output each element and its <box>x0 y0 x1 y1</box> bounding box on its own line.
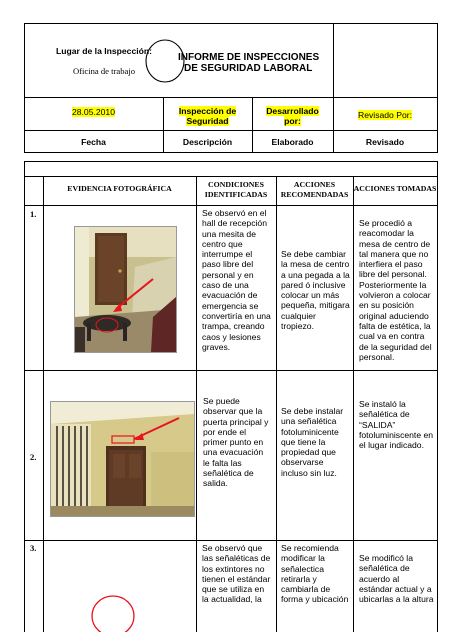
header-acciones-tomadas: ACCIONES TOMADAS <box>353 184 437 193</box>
col-elaborado: Elaborado <box>271 137 314 147</box>
date-value <box>24 107 163 117</box>
header-condiciones-l2: IDENTIFICADAS <box>204 189 268 199</box>
elaborado-line1: Desarrollado <box>266 106 319 116</box>
row3-recomendada: Se recomienda modificar la señalectica retirarla y cambiarla de forma y ubicación <box>281 543 349 605</box>
header-evidencia: EVIDENCIA FOTOGRÁFICA <box>67 184 172 193</box>
row-number: 1. <box>30 209 37 219</box>
revisado-value <box>333 110 437 120</box>
row-number: 3. <box>30 543 37 553</box>
main-door-image <box>51 402 194 516</box>
report-title-line2: DE SEGURIDAD LABORAL <box>184 63 313 74</box>
header-acciones-recomendadas <box>276 180 353 199</box>
header-acciones-rec-l1: ACCIONES <box>293 180 336 189</box>
report-title-line1: INFORME DE INSPECCIONES <box>178 52 320 63</box>
date-text: 28.05.2010 <box>71 107 115 117</box>
inspection-place-label: Lugar de la Inspección: <box>56 46 152 56</box>
header-acciones-rec-l2: RECOMENDADAS <box>280 189 349 199</box>
row3-tomada: Se modificó la señalética de acuerdo al estándar actual y a ubicarlas a la altura <box>359 553 434 605</box>
header-condiciones-l1: CONDICIONES <box>208 180 264 189</box>
col-descripcion: Descripción <box>182 137 233 147</box>
red-annotation-circle-bottom <box>88 592 138 632</box>
inspection-place-value: Oficina de trabajo <box>72 66 136 76</box>
row2-tomada: Se instaló la señalética de “SALIDA” fotoluminiscente en el lugar indicado. <box>359 399 434 451</box>
row-number: 2. <box>30 452 37 462</box>
row2-condicion: Se puede observar que la puerta principal y por ende el primer punto en una evacuación le falta las señalética de salida. <box>203 396 269 489</box>
col-revisado: Revisado <box>365 137 405 147</box>
revisado-text: Revisado Por: <box>358 110 412 120</box>
description-value <box>163 106 252 126</box>
description-line1: Inspección de <box>178 106 237 116</box>
col-fecha: Fecha <box>81 137 106 147</box>
photo-main-door <box>50 401 195 517</box>
row1-tomada: Se procedió a reacomodar la mesa de centro de tal manera que no interfiera el paso libre del personal. Posteriormente la volvieron a colocar en su posición original aduciendo falta de estética, la cual va en contra de la seguridad del personal. <box>359 218 432 362</box>
elaborado-line2: por: <box>284 116 301 127</box>
header-condiciones <box>196 180 276 199</box>
row3-condicion: Se observó que las señaléticas de los extintores no tienen el estándar que se utiliza en la actualidad, la <box>202 543 271 605</box>
row1-condicion: Se observó en el hall de recepción una mesita de centro que interrumpe el paso libre del personal y en caso de una evacuación de emergencia se convertiría en una trampa, creando caos y lesiones graves. <box>202 208 271 352</box>
photo-reception-hall <box>74 226 177 353</box>
row2-recomendada: Se debe instalar una señalética fotoluminicente que tiene la propiedad que observarse incluso sin luz. <box>281 406 344 478</box>
row1-recomendada: Se debe cambiar la mesa de centro a una pegada a la pared ó inclusive colocar un más pequeña, mitigara cualquier tropiezo. <box>281 249 350 332</box>
reception-hall-image <box>75 227 176 352</box>
elaborado-value <box>252 106 333 126</box>
description-line2: Seguridad <box>186 116 229 127</box>
